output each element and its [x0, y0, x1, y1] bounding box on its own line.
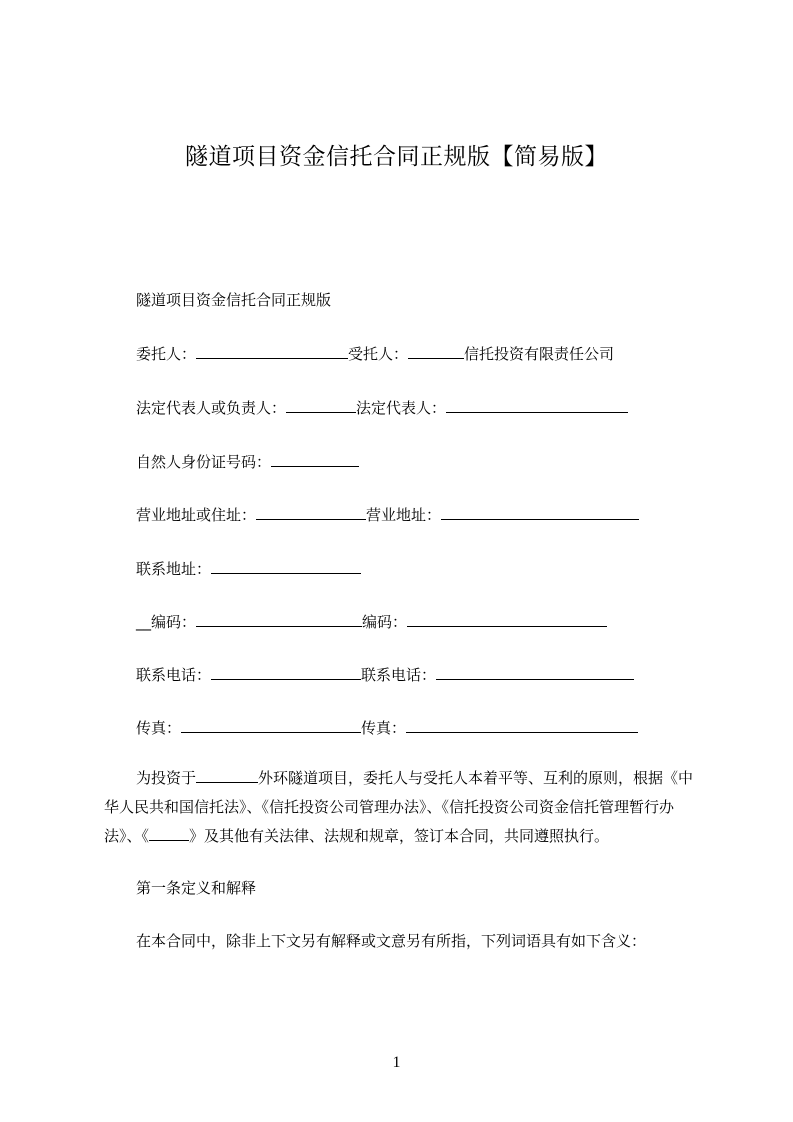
intro-part-3: 》及其他有关法律、法规和规章，签订本合同，共同遵照执行。	[189, 827, 610, 845]
trustee-blank[interactable]	[408, 344, 464, 359]
trustee-suffix: 信托投资有限责任公司	[464, 345, 615, 363]
page-number: 1	[392, 1054, 401, 1071]
postcode-blank-2[interactable]	[407, 612, 607, 627]
article1-heading: 第一条定义和解释	[136, 879, 257, 897]
trustee-label: 受托人：	[348, 345, 409, 363]
address-row	[136, 505, 639, 525]
postcode-label-1: 编码：	[151, 613, 197, 631]
fax-blank-1[interactable]	[181, 718, 361, 733]
address-blank-2[interactable]	[441, 505, 639, 520]
legal-rep-label-2: 法定代表人：	[356, 399, 447, 417]
fax-blank-2[interactable]	[406, 718, 638, 733]
postcode-prefix: __	[136, 613, 151, 631]
contact-address-label: 联系地址：	[136, 560, 212, 578]
phone-blank-2[interactable]	[436, 665, 634, 680]
phone-row	[136, 665, 634, 685]
intro-blank-1[interactable]	[196, 768, 258, 783]
principal-trustee-row	[136, 344, 614, 364]
phone-label-2: 联系电话：	[361, 666, 437, 684]
postcode-blank-1[interactable]	[196, 612, 362, 627]
intro-part-1: 为投资于	[136, 769, 197, 787]
fax-label-1: 传真：	[136, 719, 182, 737]
principal-label: 委托人：	[136, 345, 197, 363]
intro-paragraph	[104, 764, 694, 851]
id-row	[136, 452, 359, 472]
subtitle: 隧道项目资金信托合同正规版	[136, 291, 332, 309]
legal-rep-label-1: 法定代表人或负责人：	[136, 399, 287, 417]
id-label: 自然人身份证号码：	[136, 453, 272, 471]
id-blank[interactable]	[271, 452, 359, 467]
address-label-1: 营业地址或住址：	[136, 506, 257, 524]
intro-part-2: 外环隧道项目，委托人与受托人本着平等、互利的原则，根据《中华人民共和国信托法》、《信托投资公司管理办法》、《信托投资公司资金信托管理暂行办法》、《	[104, 769, 694, 845]
contact-address-row	[136, 559, 361, 579]
legal-rep-row	[136, 398, 628, 418]
address-label-2: 营业地址：	[366, 506, 442, 524]
contact-address-blank[interactable]	[211, 559, 361, 574]
principal-blank[interactable]	[196, 344, 348, 359]
article1-text: 在本合同中，除非上下文另有解释或文意另有所指，下列词语具有如下含义：	[136, 932, 647, 950]
phone-label-1: 联系电话：	[136, 666, 212, 684]
phone-blank-1[interactable]	[211, 665, 361, 680]
fax-row	[136, 718, 638, 738]
intro-blank-2[interactable]	[149, 826, 189, 841]
document-title: 隧道项目资金信托合同正规版【简易版】	[185, 144, 608, 170]
legal-rep-blank-2[interactable]	[446, 398, 628, 413]
postcode-label-2: 编码：	[362, 613, 408, 631]
legal-rep-blank-1[interactable]	[286, 398, 356, 413]
address-blank-1[interactable]	[256, 505, 366, 520]
fax-label-2: 传真：	[361, 719, 407, 737]
postcode-row	[136, 612, 607, 632]
